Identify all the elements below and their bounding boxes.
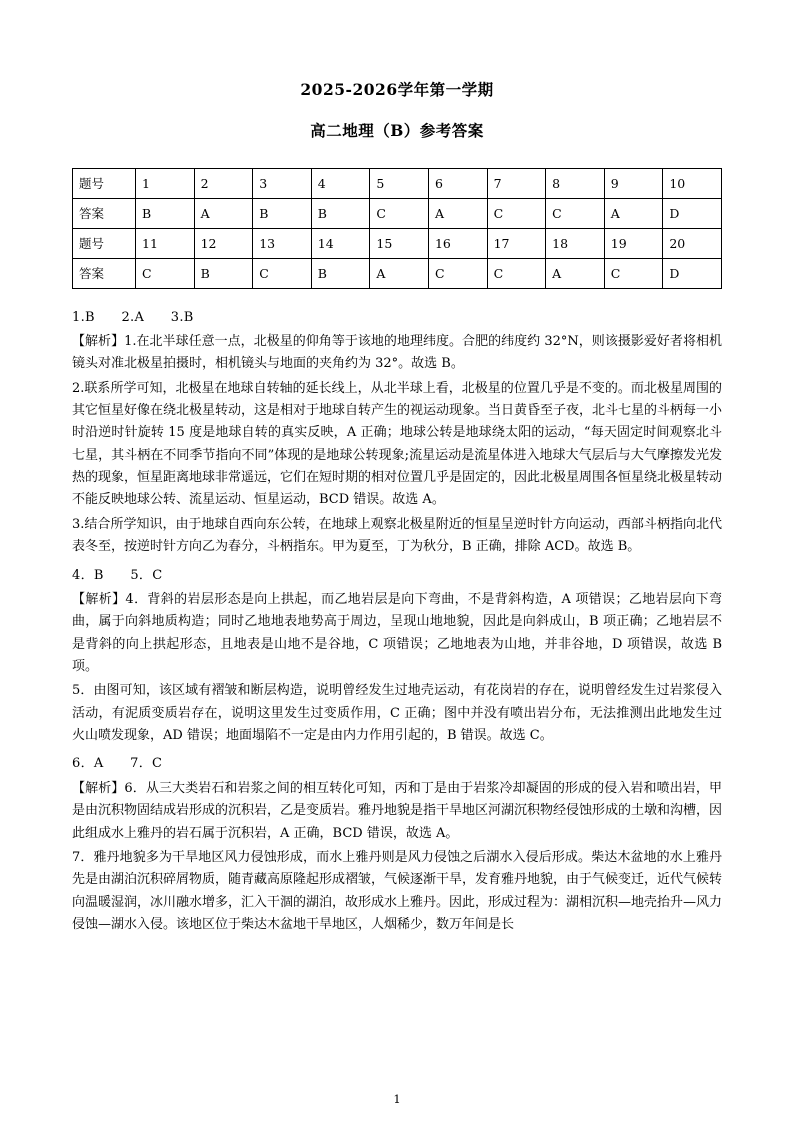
table-row bbox=[73, 168, 722, 198]
table-cell: 18 bbox=[546, 228, 605, 258]
table-cell: 15 bbox=[370, 228, 429, 258]
table-cell: B bbox=[311, 258, 370, 288]
table-cell: 20 bbox=[663, 228, 722, 258]
page-number: 1 bbox=[393, 1092, 401, 1106]
table-cell: 11 bbox=[136, 228, 195, 258]
answer-key-table bbox=[72, 168, 722, 289]
page-title: 2025-2026学年第一学期 bbox=[300, 80, 494, 99]
table-cell: D bbox=[663, 258, 722, 288]
table-cell: 10 bbox=[663, 168, 722, 198]
table-cell: C bbox=[604, 258, 663, 288]
table-cell: 8 bbox=[546, 168, 605, 198]
table-cell: C bbox=[428, 258, 487, 288]
table-cell: C bbox=[253, 258, 312, 288]
table-row bbox=[73, 198, 722, 228]
page-subtitle: 高二地理（B）参考答案 bbox=[310, 120, 484, 140]
table-cell: D bbox=[663, 198, 722, 228]
row-label: 题号 bbox=[73, 168, 136, 198]
table-cell: B bbox=[136, 198, 195, 228]
table-cell: 12 bbox=[194, 228, 253, 258]
explanation-paragraph: 【解析】4．背斜的岩层形态是向上拱起，而乙地岩层是向下弯曲，不是背斜构造，A 项错误；乙地岩层向下弯曲，属于向斜地质构造；同时乙地地表地势高于周边，呈现山地地貌，因此是向斜成山，B 项正确；乙地岩层不是背斜的向上拱起形态，且地表是山地不是谷地，C 项错误；乙地地表为山地，并非谷地，D 项错误，故选 B 项。 bbox=[72, 591, 722, 674]
table-cell: 19 bbox=[604, 228, 663, 258]
table-cell: A bbox=[604, 198, 663, 228]
table-cell: 7 bbox=[487, 168, 546, 198]
table-cell: 6 bbox=[428, 168, 487, 198]
explanation-heading: 4．B 5．C bbox=[72, 567, 163, 583]
explanation-paragraph: 3.结合所学知识，由于地球自西向东公转，在地球上观察北极星附近的恒星呈逆时针方向运动，西部斗柄指向北代表冬至，按逆时针方向乙为春分，斗柄指东。甲为夏至，丁为秋分，B 正确，排除 ACD。故选 B。 bbox=[72, 516, 722, 555]
table-cell: 17 bbox=[487, 228, 546, 258]
table-cell: A bbox=[546, 258, 605, 288]
table-cell: B bbox=[194, 258, 253, 288]
table-cell: A bbox=[370, 258, 429, 288]
table-cell: C bbox=[370, 198, 429, 228]
table-cell: B bbox=[311, 198, 370, 228]
table-cell: A bbox=[194, 198, 253, 228]
explanation-section bbox=[72, 307, 722, 937]
table-cell: 14 bbox=[311, 228, 370, 258]
explanation-paragraph: 【解析】1.在北半球任意一点，北极星的仰角等于该地的地理纬度。合肥的纬度约 32°N，则该摄影爱好者将相机镜头对准北极星拍摄时，相机镜头与地面的夹角约为 32°。故选 B。 bbox=[72, 333, 722, 372]
table-cell: 16 bbox=[428, 228, 487, 258]
table-cell: 5 bbox=[370, 168, 429, 198]
table-cell: 4 bbox=[311, 168, 370, 198]
explanation-heading: 1.B 2.A 3.B bbox=[72, 309, 194, 325]
table-cell: 3 bbox=[253, 168, 312, 198]
table-row bbox=[73, 228, 722, 258]
table-cell: C bbox=[546, 198, 605, 228]
row-label: 答案 bbox=[73, 198, 136, 228]
table-cell: 1 bbox=[136, 168, 195, 198]
table-cell: C bbox=[136, 258, 195, 288]
table-cell: B bbox=[253, 198, 312, 228]
row-label: 答案 bbox=[73, 258, 136, 288]
table-cell: C bbox=[487, 258, 546, 288]
row-label: 题号 bbox=[73, 228, 136, 258]
explanation-paragraph: 2.联系所学可知，北极星在地球自转轴的延长线上，从北半球上看，北极星的位置几乎是不变的。而北极星周围的其它恒星好像在绕北极星转动，这是相对于地球自转产生的视运动现象。当日黄昏至子夜，北斗七星的斗柄每一小时沿逆时针旋转 15 度是地球自转的真实反映，A 正确；地球公转是地球绕太阳的运动，“每天固定时间观察北斗七星，其斗柄在不同季节指向不同”体现的是地球公转现象;流星运动是流星体进入地球大气层后与大气摩擦发光发热的现象，恒星距离地球非常遥远，它们在短时期的相对位置几乎是固定的，因此北极星周围各恒星绕北极星转动不能反映地球公转、流星运动、恒星运动，BCD 错误。故选 A。 bbox=[72, 380, 723, 508]
explanation-paragraph: 【解析】6．从三大类岩石和岩浆之间的相互转化可知，丙和丁是由于岩浆冷却凝固的形成的侵入岩和喷出岩，甲是由沉积物固结成岩形成的沉积岩，乙是变质岩。雅丹地貌是指干旱地区河湖沉积物经侵蚀形成的土墩和沟槽，因此组成水上雅丹的岩石属于沉积岩，A 正确，BCD 错误，故选 A。 bbox=[72, 780, 723, 841]
explanation-heading: 6．A 7．C bbox=[72, 756, 163, 772]
table-cell: 9 bbox=[604, 168, 663, 198]
table-cell: C bbox=[487, 198, 546, 228]
table-row bbox=[73, 258, 722, 288]
explanation-paragraph: 7．雅丹地貌多为干旱地区风力侵蚀形成，而水上雅丹则是风力侵蚀之后湖水入侵后形成。柴达木盆地的水上雅丹先是由湖泊沉积碎屑物质，随青藏高原隆起形成褶皱，气候逐渐干旱，发育雅丹地貌，由于气候变迁，近代气候转向温暖湿润，冰川融水增多，汇入干涸的湖泊，故形成水上雅丹。因此，形成过程为：湖相沉积—地壳抬升—风力侵蚀—湖水入侵。该地区位于柴达木盆地干旱地区，人烟稀少，数万年间是长 bbox=[72, 849, 723, 932]
table-cell: A bbox=[428, 198, 487, 228]
explanation-paragraph: 5．由图可知，该区域有褶皱和断层构造，说明曾经发生过地壳运动，有花岗岩的存在，说明曾经发生过岩浆侵入活动，有泥质变质岩存在，说明这里发生过变质作用，C 正确；图中并没有喷出岩分布，无法推测出此地发生过火山喷发现象，AD 错误；地面塌陷不一定是由内力作用引起的，B 错误。故选 C。 bbox=[72, 683, 722, 744]
table-cell: 2 bbox=[194, 168, 253, 198]
table-cell: 13 bbox=[253, 228, 312, 258]
